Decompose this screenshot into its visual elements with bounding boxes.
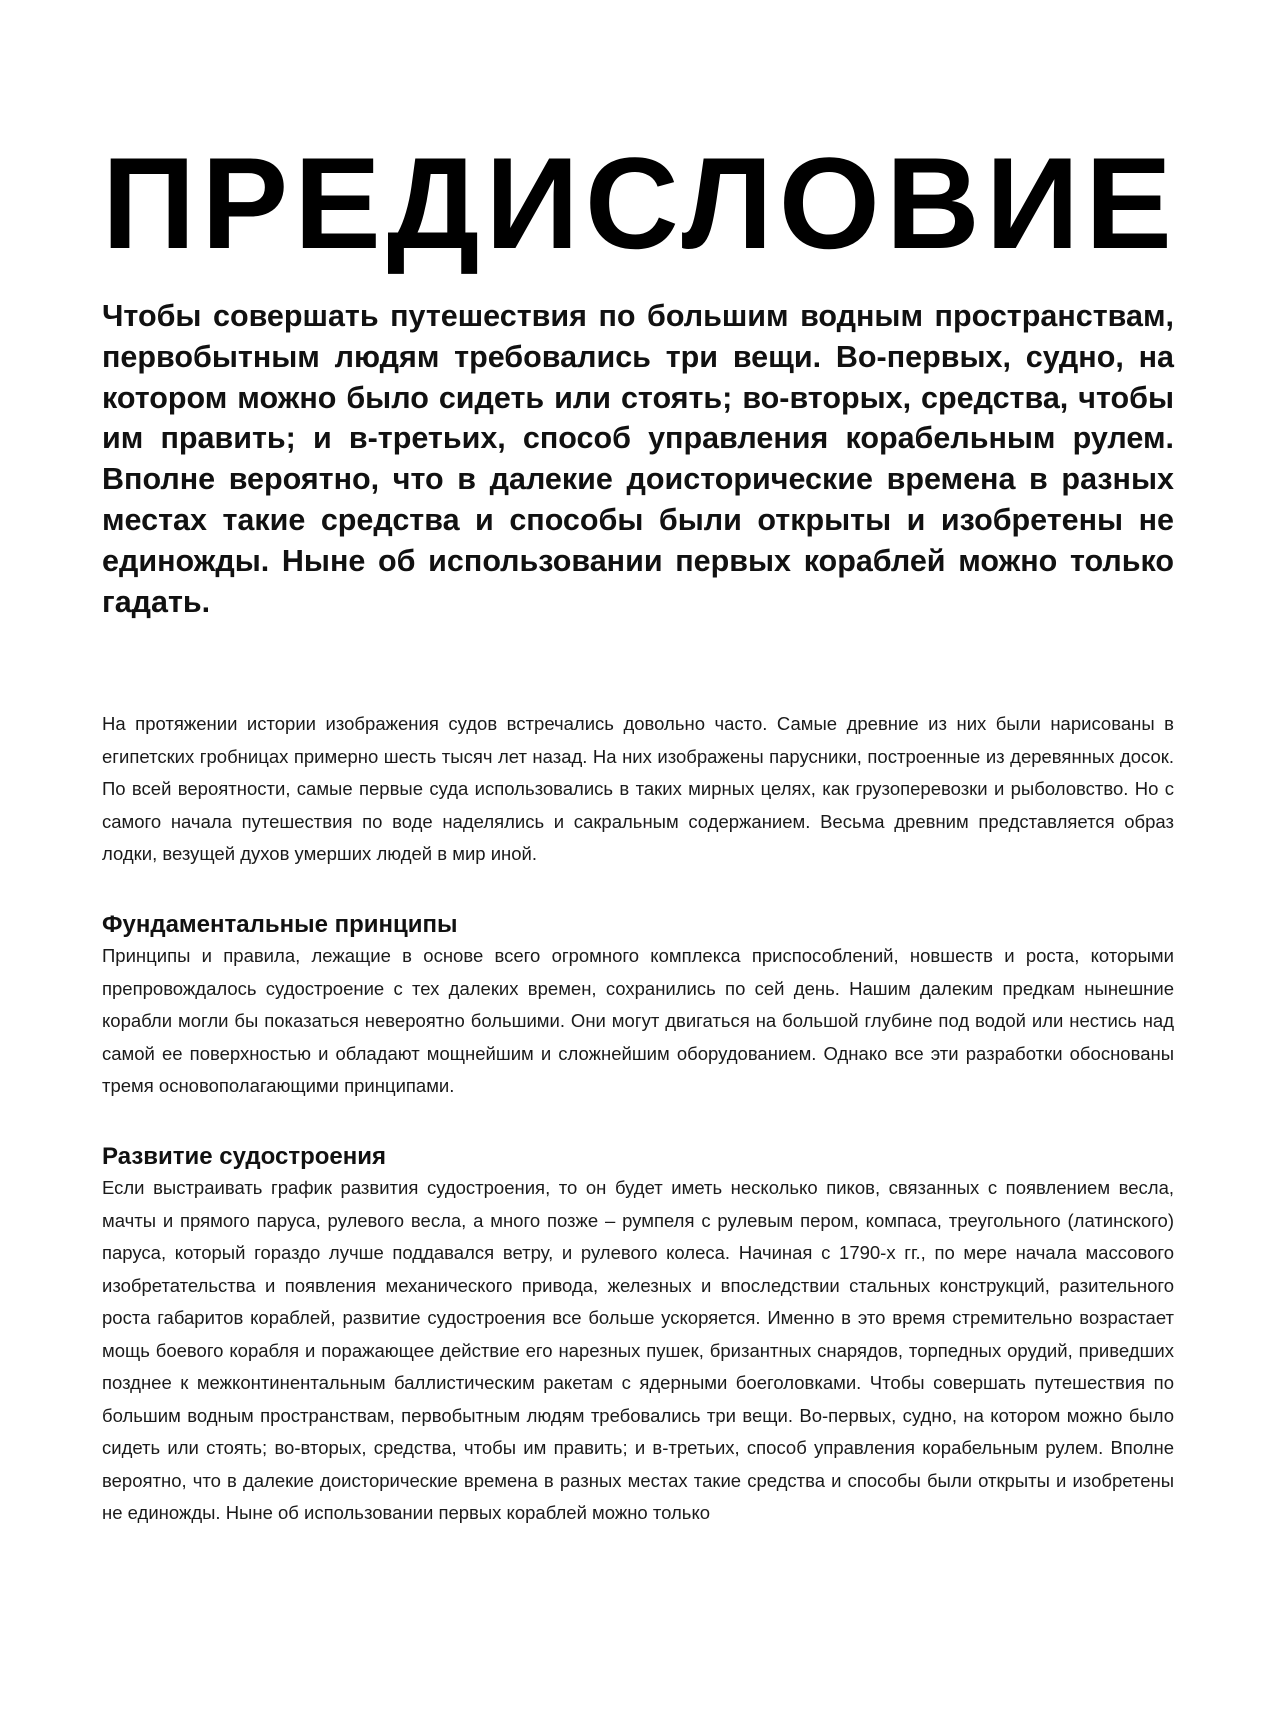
section-text-shipbuilding-development: Если выстраивать график развития судостроения, то он будет иметь несколько пиков, связанных с появлением весла, мачты и прямого паруса, рулевого весла, а много позже – румпеля с рулевым пером, компаса, треугольного (латинского) паруса, который гораздо лучше поддавался ветру, и рулевого колеса. Начиная с 1790-х гг., по мере начала массового изобретательства и появления механического привода, железных и впоследствии стальных конструкций, разительного роста габаритов кораблей, развитие судостроения все больше ускоряется. Именно в это время стремительно возрастает мощь боевого корабля и поражающее действие его нарезных пушек, бризантных снарядов, торпедных орудий, приведших позднее к межконтинентальным баллистическим ракетам с ядерными боеголовками. Чтобы совершать путешествия по большим водным пространствам, первобытным людям требовались три вещи. Во-первых, судно, на котором можно было сидеть или стоять; во-вторых, средства, чтобы им править; и в-третьих, способ управления корабельным рулем. Вполне вероятно, что в далекие доисторические времена в разных местах такие средства и способы были открыты и изобретены не единожды. Ныне об использовании первых кораблей можно только	[102, 1177, 1174, 1523]
lead-paragraph: Чтобы совершать путешествия по большим водным пространствам, первобытным людям требовались три вещи. Во-первых, судно, на котором можно было сидеть или стоять; во-вторых, средства, чтобы им править; и в-третьих, способ управления корабельным рулем. Вполне вероятно, что в далекие доисторические времена в разных местах такие средства и способы были открыты и изобретены не единожды. Ныне об использовании первых кораблей можно только гадать.	[102, 299, 1174, 619]
page-title: ПРЕДИСЛОВИЕ	[102, 130, 1178, 276]
section-heading-shipbuilding-development: Развитие судостроения	[102, 1143, 386, 1170]
section-text-fundamental-principles: Принципы и правила, лежащие в основе всего огромного комплекса приспособлений, новшеств и роста, которыми препровождалось судостроение с тех далеких времен, сохранились по сей день. Нашим далеким предкам нынешние корабли могли бы показаться невероятно большими. Они могут двигаться на большой глубине под водой или нестись над самой ее поверхностью и обладают мощнейшим и сложнейшим оборудованием. Однако все эти разработки обоснованы тремя основополагающими принципами.	[102, 945, 1174, 1096]
intro-paragraph: На протяжении истории изображения судов встречались довольно часто. Самые древние из них были нарисованы в египетских гробницах примерно шесть тысяч лет назад. На них изображены парусники, построенные из деревянных досок. По всей вероятности, самые первые суда использовались в таких мирных целях, как грузоперевозки и рыболовство. Но с самого начала путешествия по воде наделялись и сакральным содержанием. Весьма древним представляется образ лодки, везущей духов умерших людей в мир иной.	[102, 713, 1174, 864]
section-heading-fundamental-principles: Фундаментальные принципы	[102, 911, 458, 938]
